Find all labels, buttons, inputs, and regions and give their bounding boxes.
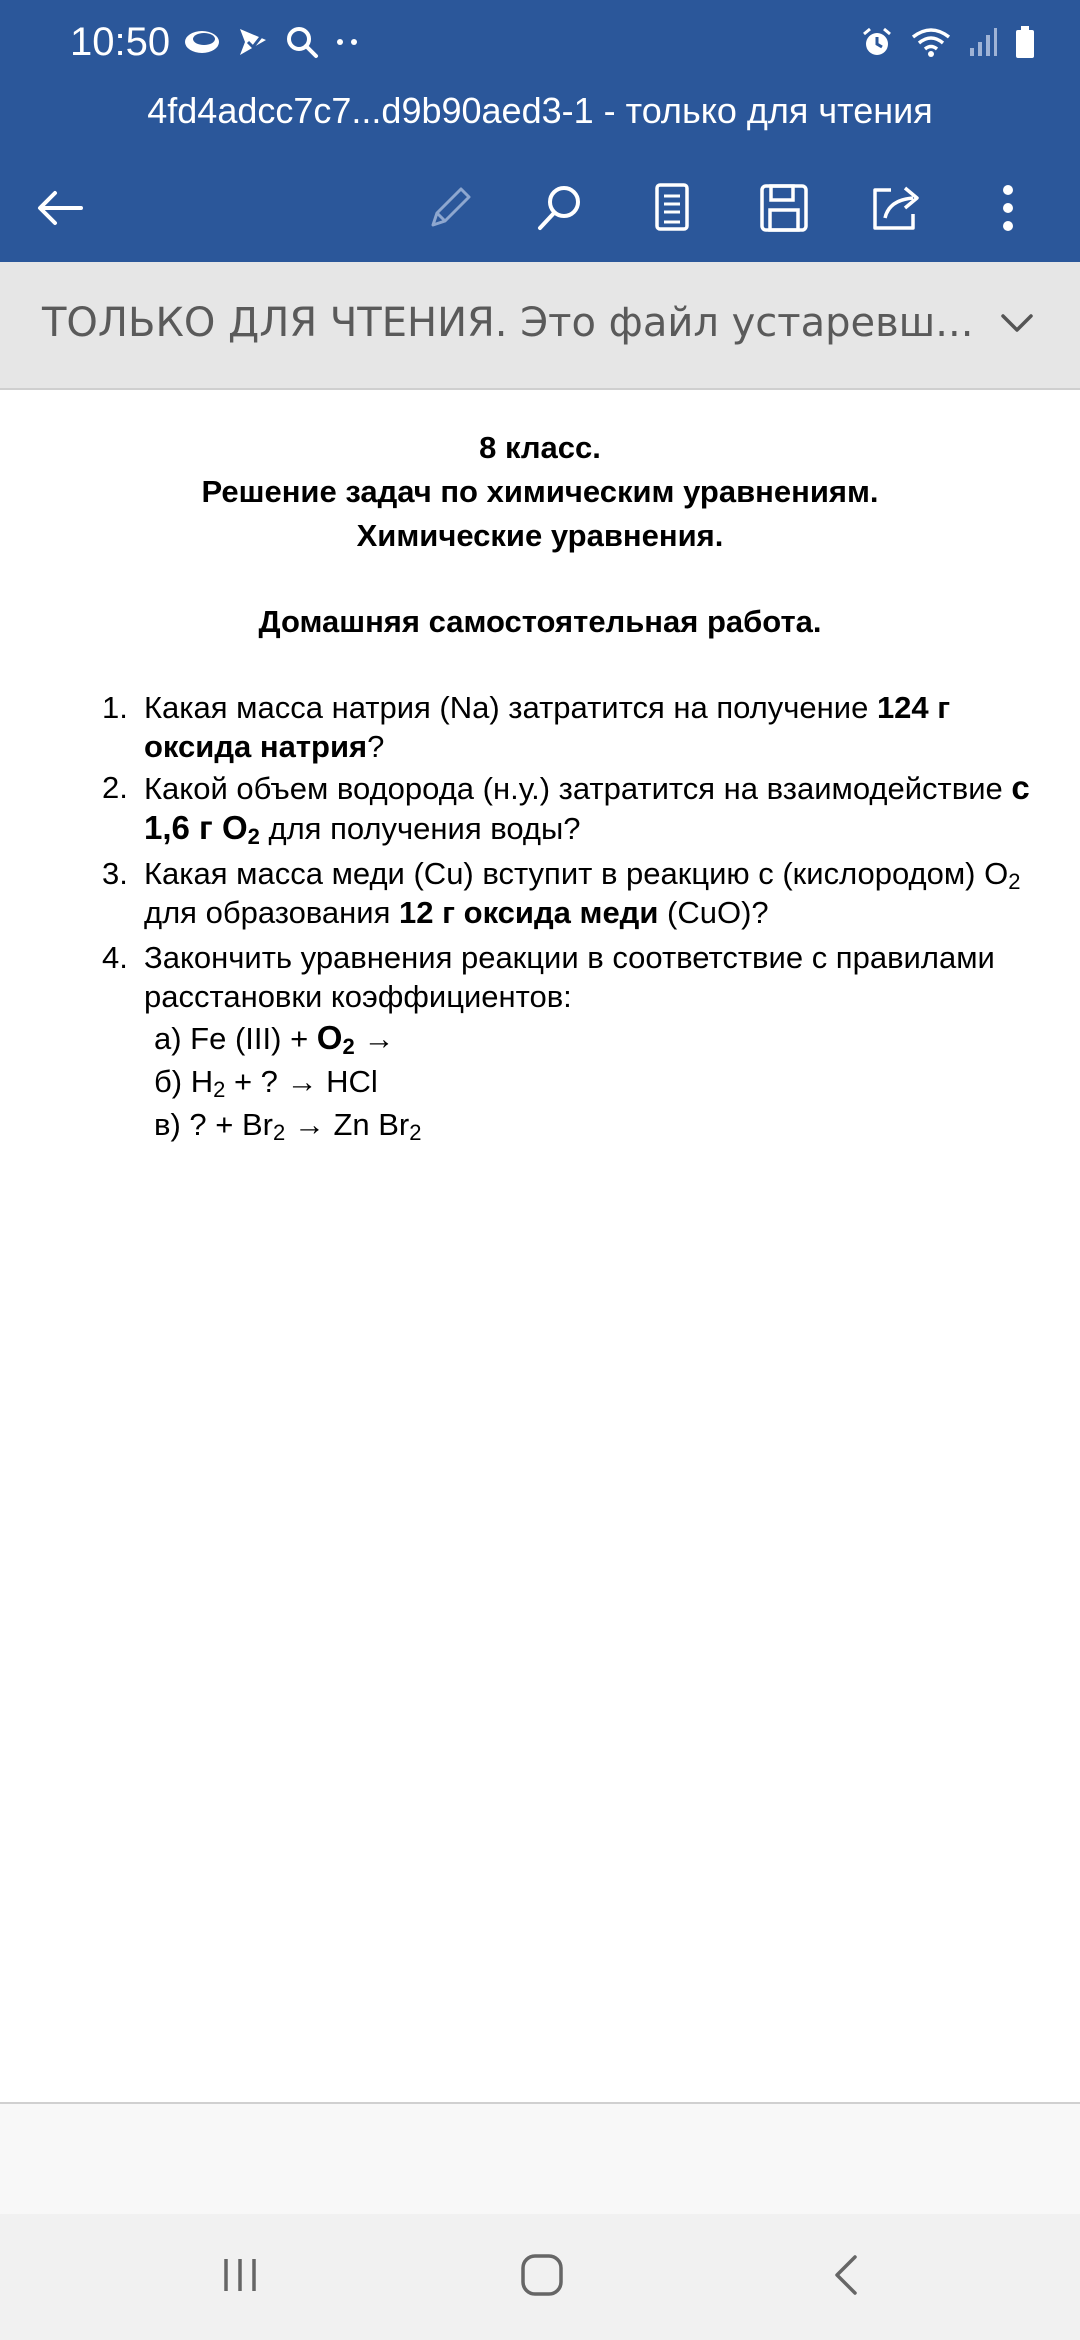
document-heading-2: Химические уравнения.: [356, 518, 724, 553]
home-button[interactable]: [502, 2242, 582, 2312]
search-icon: [534, 182, 586, 239]
share-icon: [869, 182, 923, 239]
back-icon: [831, 2253, 861, 2302]
more-dots-icon: [334, 37, 360, 47]
status-right-icons: [860, 22, 1036, 62]
task-list: [100, 688, 1040, 1148]
home-icon: [519, 2252, 565, 2303]
bottom-area: [0, 2104, 1080, 2214]
save-button[interactable]: [746, 172, 822, 248]
equation-list: [100, 1018, 1040, 1144]
document-subtitle: Домашняя самостоятельная работа.: [258, 604, 822, 639]
recent-apps-icon: [218, 2255, 262, 2300]
signal-icon: [968, 26, 998, 58]
alarm-icon: [860, 25, 894, 59]
read-only-banner-text: ТОЛЬКО ДЛЯ ЧТЕНИЯ. Это файл устаревш...: [42, 300, 974, 346]
task-item: 1. Какая масса натрия (Na) затратится на получение 124 г оксида натрия?: [102, 690, 951, 764]
equation-b: б) $H_2$ + ? → HCl: [154, 1064, 378, 1102]
equation-a: а) Fe $(III) + O_2$ →: [154, 1019, 395, 1059]
document-heading-1: Решение задач по химическим уравнениям.: [201, 474, 879, 509]
reading-view-button[interactable]: [634, 172, 710, 248]
wifi-icon: [910, 25, 952, 59]
task-item: 4. Закончить уравнения реакции в соответствие с правилами расстановки коэффициентов:: [102, 940, 995, 1014]
status-time: 10:50: [70, 20, 171, 64]
status-left-icons: [182, 22, 360, 62]
app-header: [0, 0, 1080, 262]
document-title: 4fd4adcc7c7...d9b90aed3-1 - только для чтения: [147, 90, 933, 131]
back-button[interactable]: [22, 172, 98, 248]
edit-pencil-icon: [425, 183, 475, 238]
read-only-banner[interactable]: [0, 262, 1080, 390]
cloud-chat-icon: [182, 27, 222, 57]
back-arrow-icon: [35, 188, 85, 233]
banner-expand-button[interactable]: [994, 302, 1040, 348]
recent-apps-button[interactable]: [200, 2242, 280, 2312]
toolbar: [0, 160, 1080, 260]
task-item: 3. Какая масса меди (Cu) вступит в реакцию с (кислородом) $O_2$ для образования 12 г оксида меди (CuO)?: [102, 856, 1021, 930]
more-options-button[interactable]: [970, 172, 1046, 248]
back-nav-button[interactable]: [806, 2242, 886, 2312]
chevron-down-icon: [1000, 313, 1034, 338]
search-icon: [284, 24, 320, 60]
navigation-bar: [0, 2214, 1080, 2340]
reading-view-icon: [652, 182, 692, 239]
save-icon: [758, 182, 810, 239]
equation-c: в) ? + $Br_2 \to Zn$ $Br_2$: [154, 1107, 422, 1145]
status-bar: [0, 0, 1080, 82]
edit-button[interactable]: [412, 172, 488, 248]
more-vertical-icon: [1001, 183, 1015, 238]
send-check-icon: [236, 25, 270, 59]
search-button[interactable]: [522, 172, 598, 248]
document-grade: 8 класс.: [479, 430, 601, 465]
battery-icon: [1014, 25, 1036, 59]
task-item: 2. Какой объем водорода (н.у.) затратится на взаимодействие с 1,6 г $O_2$ для получения воды?: [102, 769, 1030, 849]
share-button[interactable]: [858, 172, 934, 248]
document-page[interactable]: [0, 390, 1080, 2102]
